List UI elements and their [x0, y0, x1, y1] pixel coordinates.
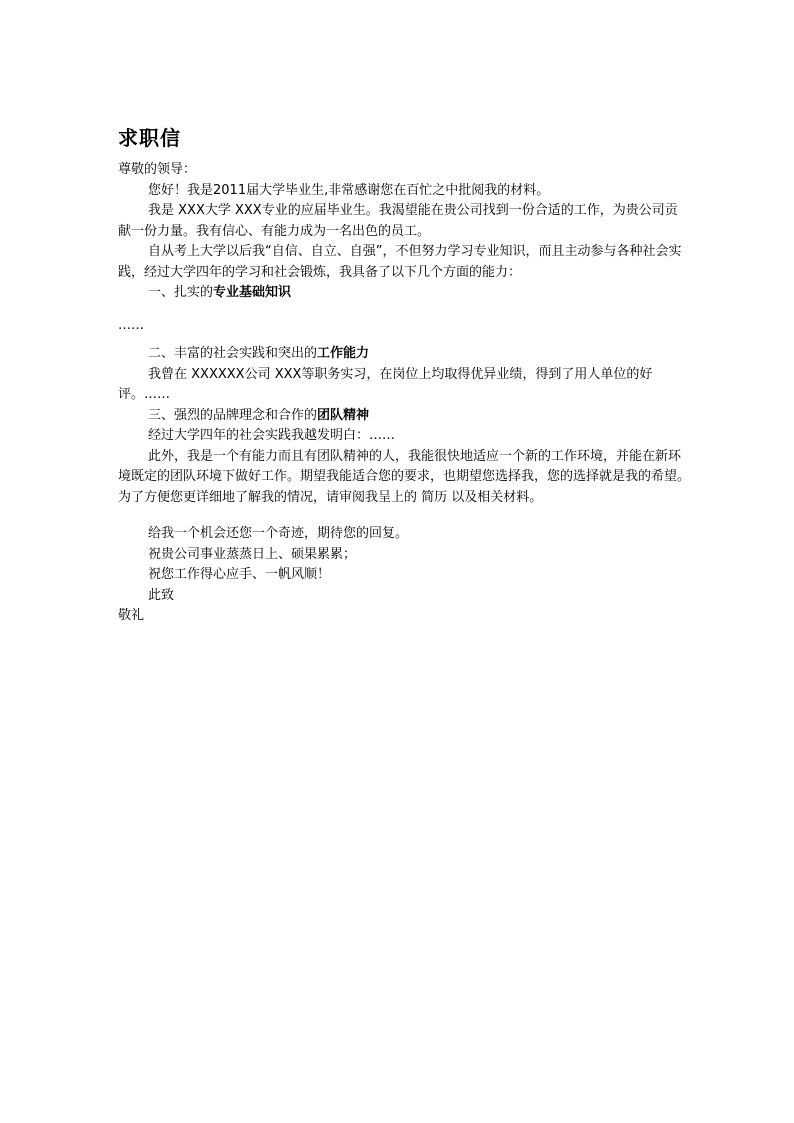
section-heading-1-prefix: 一、扎实的	[148, 285, 214, 300]
ellipsis-line: ……	[118, 317, 144, 333]
section-heading-2-prefix: 二、丰富的社会实践和突出的	[148, 346, 318, 361]
paragraph-greeting: 您好！我是2011届大学毕业生,非常感谢您在百忙之中批阅我的材料。	[148, 182, 550, 198]
paragraph-introduction: 我是 XXX大学 XXX专业的应届毕业生。我渴望能在贵公司找到一份合适的工作，为贵公司贡献一份力量。我有信心、有能力成为一名出色的员工。	[118, 203, 678, 239]
section-heading-2	[118, 344, 690, 365]
document-page	[118, 124, 690, 627]
section-heading-2-bold: 工作能力	[317, 346, 370, 361]
section-heading-1-bold: 专业基础知识	[213, 285, 292, 300]
paragraph-request: 给我一个机会还您一个奇迹，期待您的回复。	[148, 526, 409, 541]
section-heading-3-bold: 团队精神	[317, 407, 370, 423]
paragraph-wish-reader: 祝您工作得心应手、一帆风顺！	[148, 567, 331, 582]
paragraph-teamwork: 此外，我是一个有能力而且有团队精神的人，我能很快地适应一个新的工作环境，并能在新环境既定的团队环境下做好工作。期望我能适合您的要求，也期望您选择我，您的选择就是我的希望。为了方便您更详细地了解我的情况，请审阅我呈上的 简历 以及相关材料。	[118, 448, 691, 505]
section-heading-1	[118, 283, 690, 304]
spacer	[118, 336, 690, 344]
section-heading-3-prefix: 三、强烈的品牌理念和合作的	[148, 407, 318, 423]
salutation: 尊敬的领导：	[118, 162, 197, 177]
spacer	[118, 304, 690, 316]
section-heading-3	[118, 406, 690, 427]
closing-cizhi: 此致	[148, 587, 175, 603]
spacer	[118, 508, 690, 524]
paragraph-social-practice: 经过大学四年的社会实践我越发明白：……	[148, 428, 396, 443]
paragraph-wish-company: 祝贵公司事业蒸蒸日上、硕果累累；	[148, 546, 357, 562]
closing-jingli: 敬礼	[118, 608, 145, 623]
paragraph-internship: 我曾在 XXXXXX公司 XXX等职务实习，在岗位上均取得优异业绩，得到了用人单位的好评。……	[118, 366, 653, 402]
document-title: 求职信	[118, 126, 181, 150]
paragraph-abilities-intro: 自从考上大学以后我“自信、自立、自强”，不但努力学习专业知识，而且主动参与各种社会实践，经过大学四年的学习和社会锻炼，我具备了以下几个方面的能力：	[118, 244, 682, 280]
